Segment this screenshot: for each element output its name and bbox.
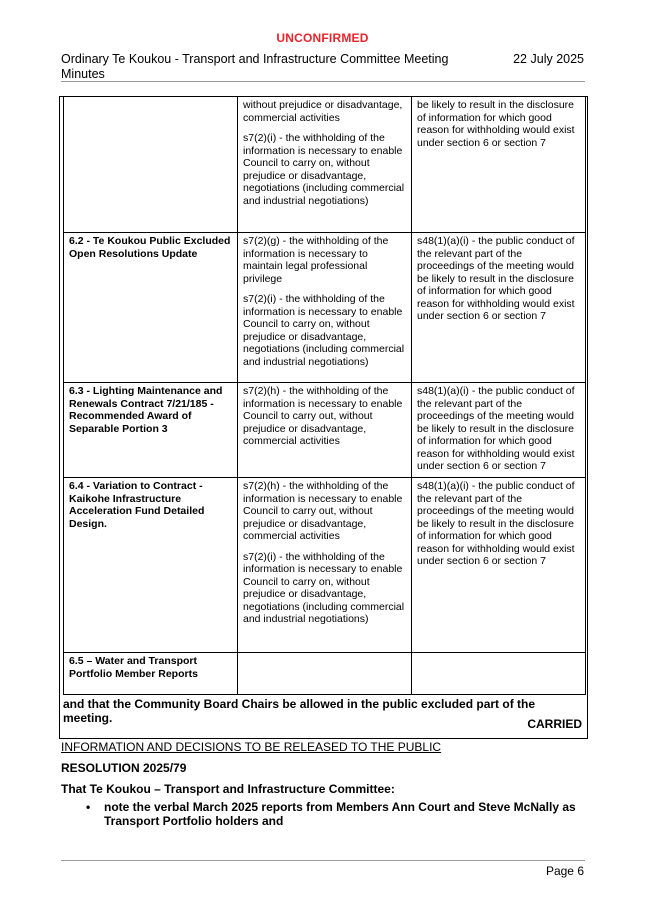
table-row — [64, 383, 586, 478]
meeting-date: 22 July 2025 — [513, 52, 584, 66]
grounds-cell — [238, 233, 412, 383]
chairs-clause: and that the Community Board Chairs be allowed in the public excluded part of the meeting. — [63, 697, 536, 725]
grounds-paragraph: s7(2)(g) - the withholding of the information is necessary to maintain legal professional privilege — [243, 235, 389, 285]
resolution-intro: That Te Koukou – Transport and Infrastructure Committee: — [61, 782, 395, 796]
grounds-paragraph: s7(2)(h) - the withholding of the information is necessary to enable Council to carry out, without prejudice or disadvantage, commercial activities — [243, 480, 403, 542]
page-number: Page 6 — [545, 864, 584, 878]
grounds-paragraph: s7(2)(h) - the withholding of the information is necessary to enable Council to carry out, without prejudice or disadvantage, commercial activities — [243, 385, 403, 447]
section-heading: INFORMATION AND DECISIONS TO BE RELEASED TO THE PUBLIC — [61, 740, 442, 754]
document-title: Ordinary Te Koukou - Transport and Infrastructure Committee Meeting Minutes — [61, 52, 449, 81]
grounds-paragraph: without prejudice or disadvantage, commercial activities — [243, 99, 403, 124]
table-row — [64, 478, 586, 653]
carried-label: CARRIED — [527, 717, 582, 731]
grounds-paragraph: s7(2)(i) - the withholding of the information is necessary to enable Council to carry on, without prejudice or disadvantage, negotiations (including commercial and industrial negotiations) — [243, 293, 405, 368]
grounds-paragraph: s7(2)(i) - the withholding of the information is necessary to enable Council to carry on, without prejudice or disadvantage, negotiations (including commercial and industrial negotiations) — [243, 132, 405, 207]
reason-cell: s48(1)(a)(i) - the public conduct of the relevant part of the proceedings of the meeting would be likely to result in the disclosure of information for which good reason for withholding would exist under section 6 or section 7 — [412, 233, 586, 383]
grounds-cell — [238, 383, 412, 478]
item-cell — [64, 97, 238, 233]
item-cell: 6.5 – Water and Transport Portfolio Member Reports — [64, 653, 238, 695]
header-divider — [61, 81, 585, 82]
grounds-paragraph: s7(2)(i) - the withholding of the information is necessary to enable Council to carry on, without prejudice or disadvantage, negotiations (including commercial and industrial negotiations) — [243, 550, 405, 625]
resolution-number: RESOLUTION 2025/79 — [61, 761, 187, 775]
reason-cell: s48(1)(a)(i) - the public conduct of the relevant part of the proceedings of the meeting would be likely to result in the disclosure of information for which good reason for withholding would exist under section 6 or section 7 — [412, 383, 586, 478]
public-excluded-table — [63, 96, 586, 695]
table-row — [64, 97, 586, 233]
reason-cell: s48(1)(a)(i) - the public conduct of the relevant part of the proceedings of the meeting would be likely to result in the disclosure of information for which good reason for withholding would exist under section 6 or section 7 — [412, 478, 586, 653]
grounds-cell — [238, 653, 412, 695]
item-cell: 6.3 - Lighting Maintenance and Renewals Contract 7/21/185 - Recommended Award of Separable Portion 3 — [64, 383, 238, 478]
footer-divider — [61, 860, 585, 861]
grounds-cell — [238, 97, 412, 233]
item-cell: 6.4 - Variation to Contract - Kaikohe Infrastructure Acceleration Fund Detailed Design. — [64, 478, 238, 653]
reason-cell: be likely to result in the disclosure of information for which good reason for withholding would exist under section 6 or section 7 — [412, 97, 586, 233]
reason-cell — [412, 653, 586, 695]
grounds-cell — [238, 478, 412, 653]
resolution-bullet: note the verbal March 2025 reports from Members Ann Court and Steve McNally as Transport Portfolio holders and — [104, 800, 576, 828]
item-cell: 6.2 - Te Koukou Public Excluded Open Resolutions Update — [64, 233, 238, 383]
unconfirmed-watermark: UNCONFIRMED — [276, 31, 369, 45]
bullet-glyph: • — [86, 800, 91, 814]
table-row — [64, 233, 586, 383]
table-row — [64, 653, 586, 695]
